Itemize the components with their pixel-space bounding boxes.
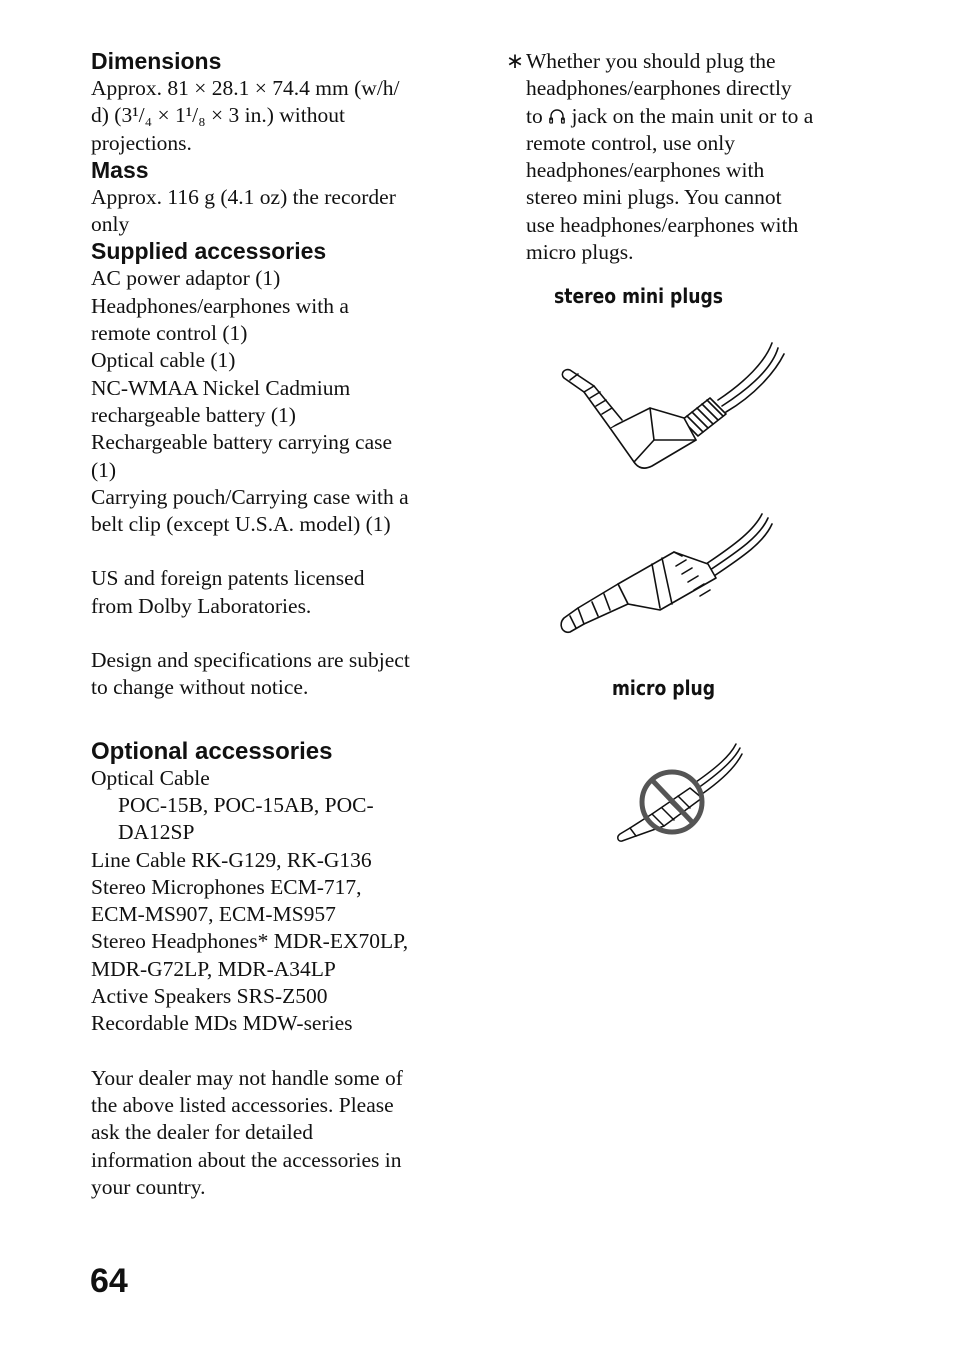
right-column	[506, 48, 851, 266]
mass-line: Approx. 116 g (4.1 oz) the recorder	[91, 184, 396, 209]
list-item: rechargeable battery (1)	[91, 402, 296, 427]
list-item: Optical cable (1)	[91, 348, 236, 373]
list-item: belt clip (except U.S.A. model) (1)	[91, 512, 391, 537]
note-line: micro plugs.	[526, 240, 634, 265]
note-marker: ∗	[506, 49, 525, 73]
list-item: Optical Cable	[91, 765, 210, 790]
list-item: remote control (1)	[91, 321, 248, 346]
dimensions-line: Approx. 81 × 28.1 × 74.4 mm (w/h/	[91, 76, 400, 100]
list-item: ECM-MS907, ECM-MS957	[91, 902, 336, 927]
dimensions-heading: Dimensions	[91, 48, 222, 74]
supplied-accessories-heading: Supplied accessories	[91, 238, 327, 265]
list-item: Headphones/earphones with a	[91, 293, 349, 318]
angled-stereo-plug-illustration	[550, 340, 790, 480]
note-line-post: jack on the main unit or to a	[571, 103, 814, 128]
list-item: POC-15B, POC-15AB, POC-	[118, 792, 374, 817]
note-line-pre: to	[526, 103, 543, 128]
dealer-line: your country.	[91, 1174, 206, 1199]
headphone-icon	[548, 107, 566, 125]
left-column	[91, 48, 451, 1201]
note-line: headphones/earphones directly	[526, 76, 792, 101]
dimensions-line: projections.	[91, 130, 192, 155]
optional-accessories-heading: Optional accessories	[91, 737, 333, 765]
list-item: Stereo Microphones ECM-717,	[91, 874, 362, 899]
supplied-accessories-list	[91, 265, 451, 538]
optional-accessories-list	[91, 765, 451, 1038]
list-item: Carrying pouch/Carrying case with a	[91, 484, 409, 509]
dealer-line: Your dealer may not handle some of	[91, 1065, 403, 1090]
list-item: (1)	[91, 457, 117, 482]
dimensions-line: d) (3¹/₄ × 1¹/₈ × 3 in.) without	[91, 103, 345, 128]
note-line: use headphones/earphones with	[526, 212, 799, 237]
note-line: Whether you should plug the	[526, 49, 776, 73]
dealer-line: ask the dealer for detailed	[91, 1120, 314, 1145]
dealer-line: the above listed accessories. Please	[91, 1092, 394, 1117]
patent-line: from Dolby Laboratories.	[91, 593, 312, 618]
list-item: Stereo Headphones* MDR-EX70LP,	[91, 929, 409, 954]
mass-line: only	[91, 212, 130, 237]
note-line: headphones/earphones with	[526, 158, 765, 183]
straight-stereo-plug-illustration	[556, 512, 776, 647]
note-line: stereo mini plugs. You cannot	[526, 185, 782, 210]
list-item: Rechargeable battery carrying case	[91, 430, 393, 455]
list-item: Recordable MDs MDW-series	[91, 1011, 353, 1036]
list-item: Line Cable RK-G129, RK-G136	[91, 847, 372, 872]
list-item: DA12SP	[118, 820, 195, 845]
design-line: Design and specifications are subject	[91, 648, 410, 673]
list-item: AC power adaptor (1)	[91, 266, 281, 291]
list-item: MDR-G72LP, MDR-A34LP	[91, 956, 336, 981]
page-number: 64	[90, 1262, 128, 1300]
micro-plug-illustration	[612, 740, 752, 850]
note-line: remote control, use only	[526, 130, 735, 155]
list-item: Active Speakers SRS-Z500	[91, 984, 328, 1009]
list-item: NC-WMAA Nickel Cadmium	[91, 375, 351, 400]
dealer-line: information about the accessories in	[91, 1147, 402, 1172]
design-line: to change without notice.	[91, 675, 309, 700]
caption-micro-plug: micro plug	[612, 676, 716, 700]
dealer-notice	[91, 1065, 451, 1201]
note-line	[526, 103, 851, 130]
mass-heading: Mass	[91, 156, 149, 183]
headphone-note	[506, 48, 851, 266]
patent-line: US and foreign patents licensed	[91, 566, 365, 591]
caption-stereo-mini-plugs: stereo mini plugs	[554, 284, 724, 308]
